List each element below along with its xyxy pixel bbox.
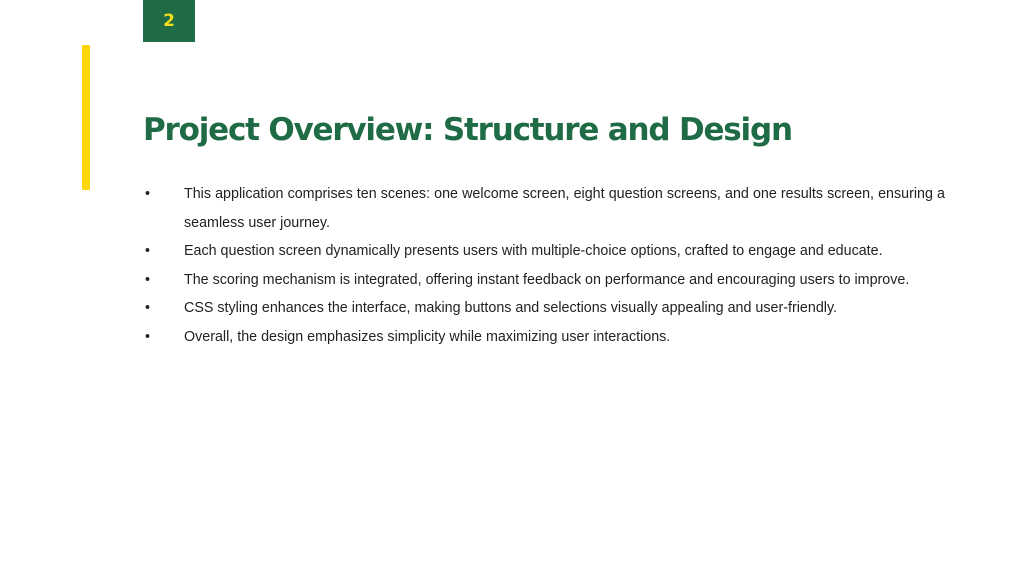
bullet-marker: • (145, 300, 151, 316)
bullet-item (143, 266, 945, 295)
bullet-marker: • (145, 186, 151, 202)
bullet-item (143, 237, 945, 266)
bullet-item (143, 180, 945, 237)
page-number-badge (143, 0, 195, 42)
bullet-text: The scoring mechanism is integrated, offering instant feedback on performance and encouraging users to improve. (184, 271, 910, 288)
bullet-text: CSS styling enhances the interface, making buttons and selections visually appealing and user-friendly. (184, 300, 838, 316)
bullet-text: Each question screen dynamically presents users with multiple-choice options, crafted to engage and educate. (184, 243, 883, 259)
bullet-marker: • (145, 243, 151, 259)
page-number: 2 (163, 11, 175, 31)
bullet-text: Overall, the design emphasizes simplicity while maximizing user interactions. (184, 328, 671, 345)
bullet-marker: • (145, 271, 151, 288)
bullet-item (143, 323, 945, 352)
bullet-marker: • (145, 328, 151, 345)
bullet-list (143, 180, 945, 351)
bullet-text: This application comprises ten scenes: one welcome screen, eight question screens, and one results screen, ensuring a seamless user journey. (184, 186, 945, 231)
slide-title: Project Overview: Structure and Design (143, 112, 792, 148)
accent-bar (82, 45, 90, 190)
bullet-item (143, 294, 945, 323)
